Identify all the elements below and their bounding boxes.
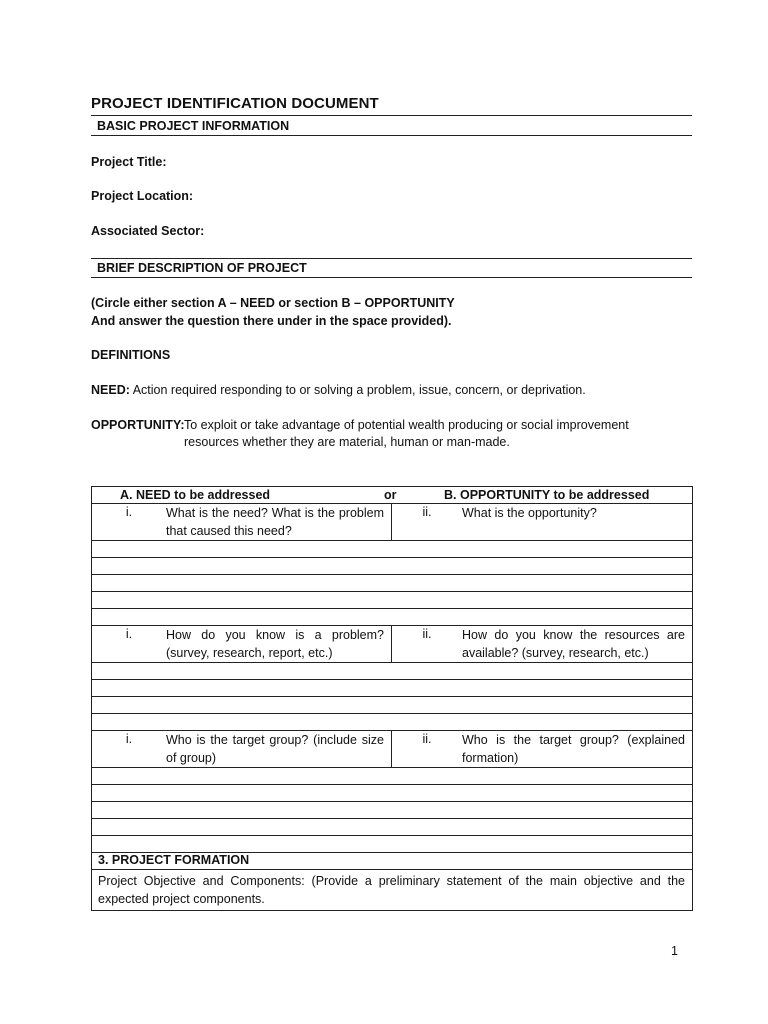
section-heading-basic-info: BASIC PROJECT INFORMATION — [97, 119, 290, 133]
question-need-cell — [92, 626, 392, 663]
need-definition-text: Action required responding to or solving a problem, issue, concern, or deprivation. — [129, 383, 586, 397]
project-title-label: Project Title: — [91, 155, 167, 169]
page-number: 1 — [671, 944, 678, 958]
answer-line[interactable] — [92, 714, 693, 731]
answer-line[interactable] — [92, 680, 693, 697]
associated-sector-label: Associated Sector: — [91, 224, 205, 238]
need-definition — [91, 382, 586, 400]
answer-line[interactable] — [92, 785, 693, 802]
answer-line[interactable] — [92, 609, 693, 626]
instruction-line-2: And answer the question there under in the space provided). — [91, 314, 452, 328]
question-text: Who is the target group? (include size of group) — [166, 733, 384, 765]
question-number: i. — [125, 732, 133, 746]
question-need-cell — [92, 731, 392, 768]
opportunity-term: OPPORTUNITY: — [91, 418, 185, 432]
or-label: or — [384, 488, 397, 502]
answer-line[interactable] — [92, 819, 693, 836]
answer-line[interactable] — [92, 592, 693, 609]
question-number: ii. — [422, 505, 432, 519]
divider — [91, 135, 692, 136]
definitions-label: DEFINITIONS — [91, 348, 171, 362]
question-need-cell — [92, 504, 392, 541]
answer-line[interactable] — [92, 575, 693, 592]
project-formation-text-cell[interactable] — [92, 870, 693, 911]
divider — [91, 277, 692, 278]
question-number: i. — [125, 505, 133, 519]
question-text: What is the opportunity? — [462, 506, 597, 520]
need-term: NEED: — [91, 383, 130, 397]
question-number: ii. — [422, 732, 432, 746]
col-a-header: A. NEED to be addressed — [120, 488, 271, 502]
question-opportunity-cell — [392, 626, 693, 663]
table-header-row — [92, 487, 693, 504]
document-title: PROJECT IDENTIFICATION DOCUMENT — [91, 95, 379, 112]
question-text: Who is the target group? (explained formation) — [462, 733, 685, 765]
answer-line[interactable] — [92, 541, 693, 558]
opportunity-definition-line-1: To exploit or take advantage of potential wealth producing or social improvement — [184, 418, 629, 432]
col-b-header: B. OPPORTUNITY to be addressed — [444, 488, 650, 502]
instruction-line-1: (Circle either section A – NEED or section B – OPPORTUNITY — [91, 296, 455, 310]
project-formation-heading: 3. PROJECT FORMATION — [98, 853, 250, 867]
question-number: ii. — [422, 627, 432, 641]
question-opportunity-cell — [392, 731, 693, 768]
project-location-label: Project Location: — [91, 189, 194, 203]
question-text: What is the need? What is the problem that caused this need? — [166, 506, 384, 538]
opportunity-definition-line-2: resources whether they are material, human or man-made. — [184, 435, 510, 449]
section-heading-brief-description: BRIEF DESCRIPTION OF PROJECT — [97, 261, 307, 275]
question-opportunity-cell — [392, 504, 693, 541]
answer-line[interactable] — [92, 697, 693, 714]
question-text: How do you know the resources are available? (survey, research, etc.) — [462, 628, 685, 660]
question-text: How do you know is a problem? (survey, research, report, etc.) — [166, 628, 384, 660]
answer-line[interactable] — [92, 802, 693, 819]
divider — [91, 115, 692, 116]
need-opportunity-table — [91, 486, 693, 911]
answer-line[interactable] — [92, 558, 693, 575]
answer-line[interactable] — [92, 768, 693, 785]
answer-line[interactable] — [92, 663, 693, 680]
project-formation-heading-cell — [92, 853, 693, 870]
answer-line[interactable] — [92, 836, 693, 853]
project-formation-text: Project Objective and Components: (Provide a preliminary statement of the main objective and the expected project components. — [98, 874, 685, 906]
question-number: i. — [125, 627, 133, 641]
divider — [91, 258, 692, 259]
